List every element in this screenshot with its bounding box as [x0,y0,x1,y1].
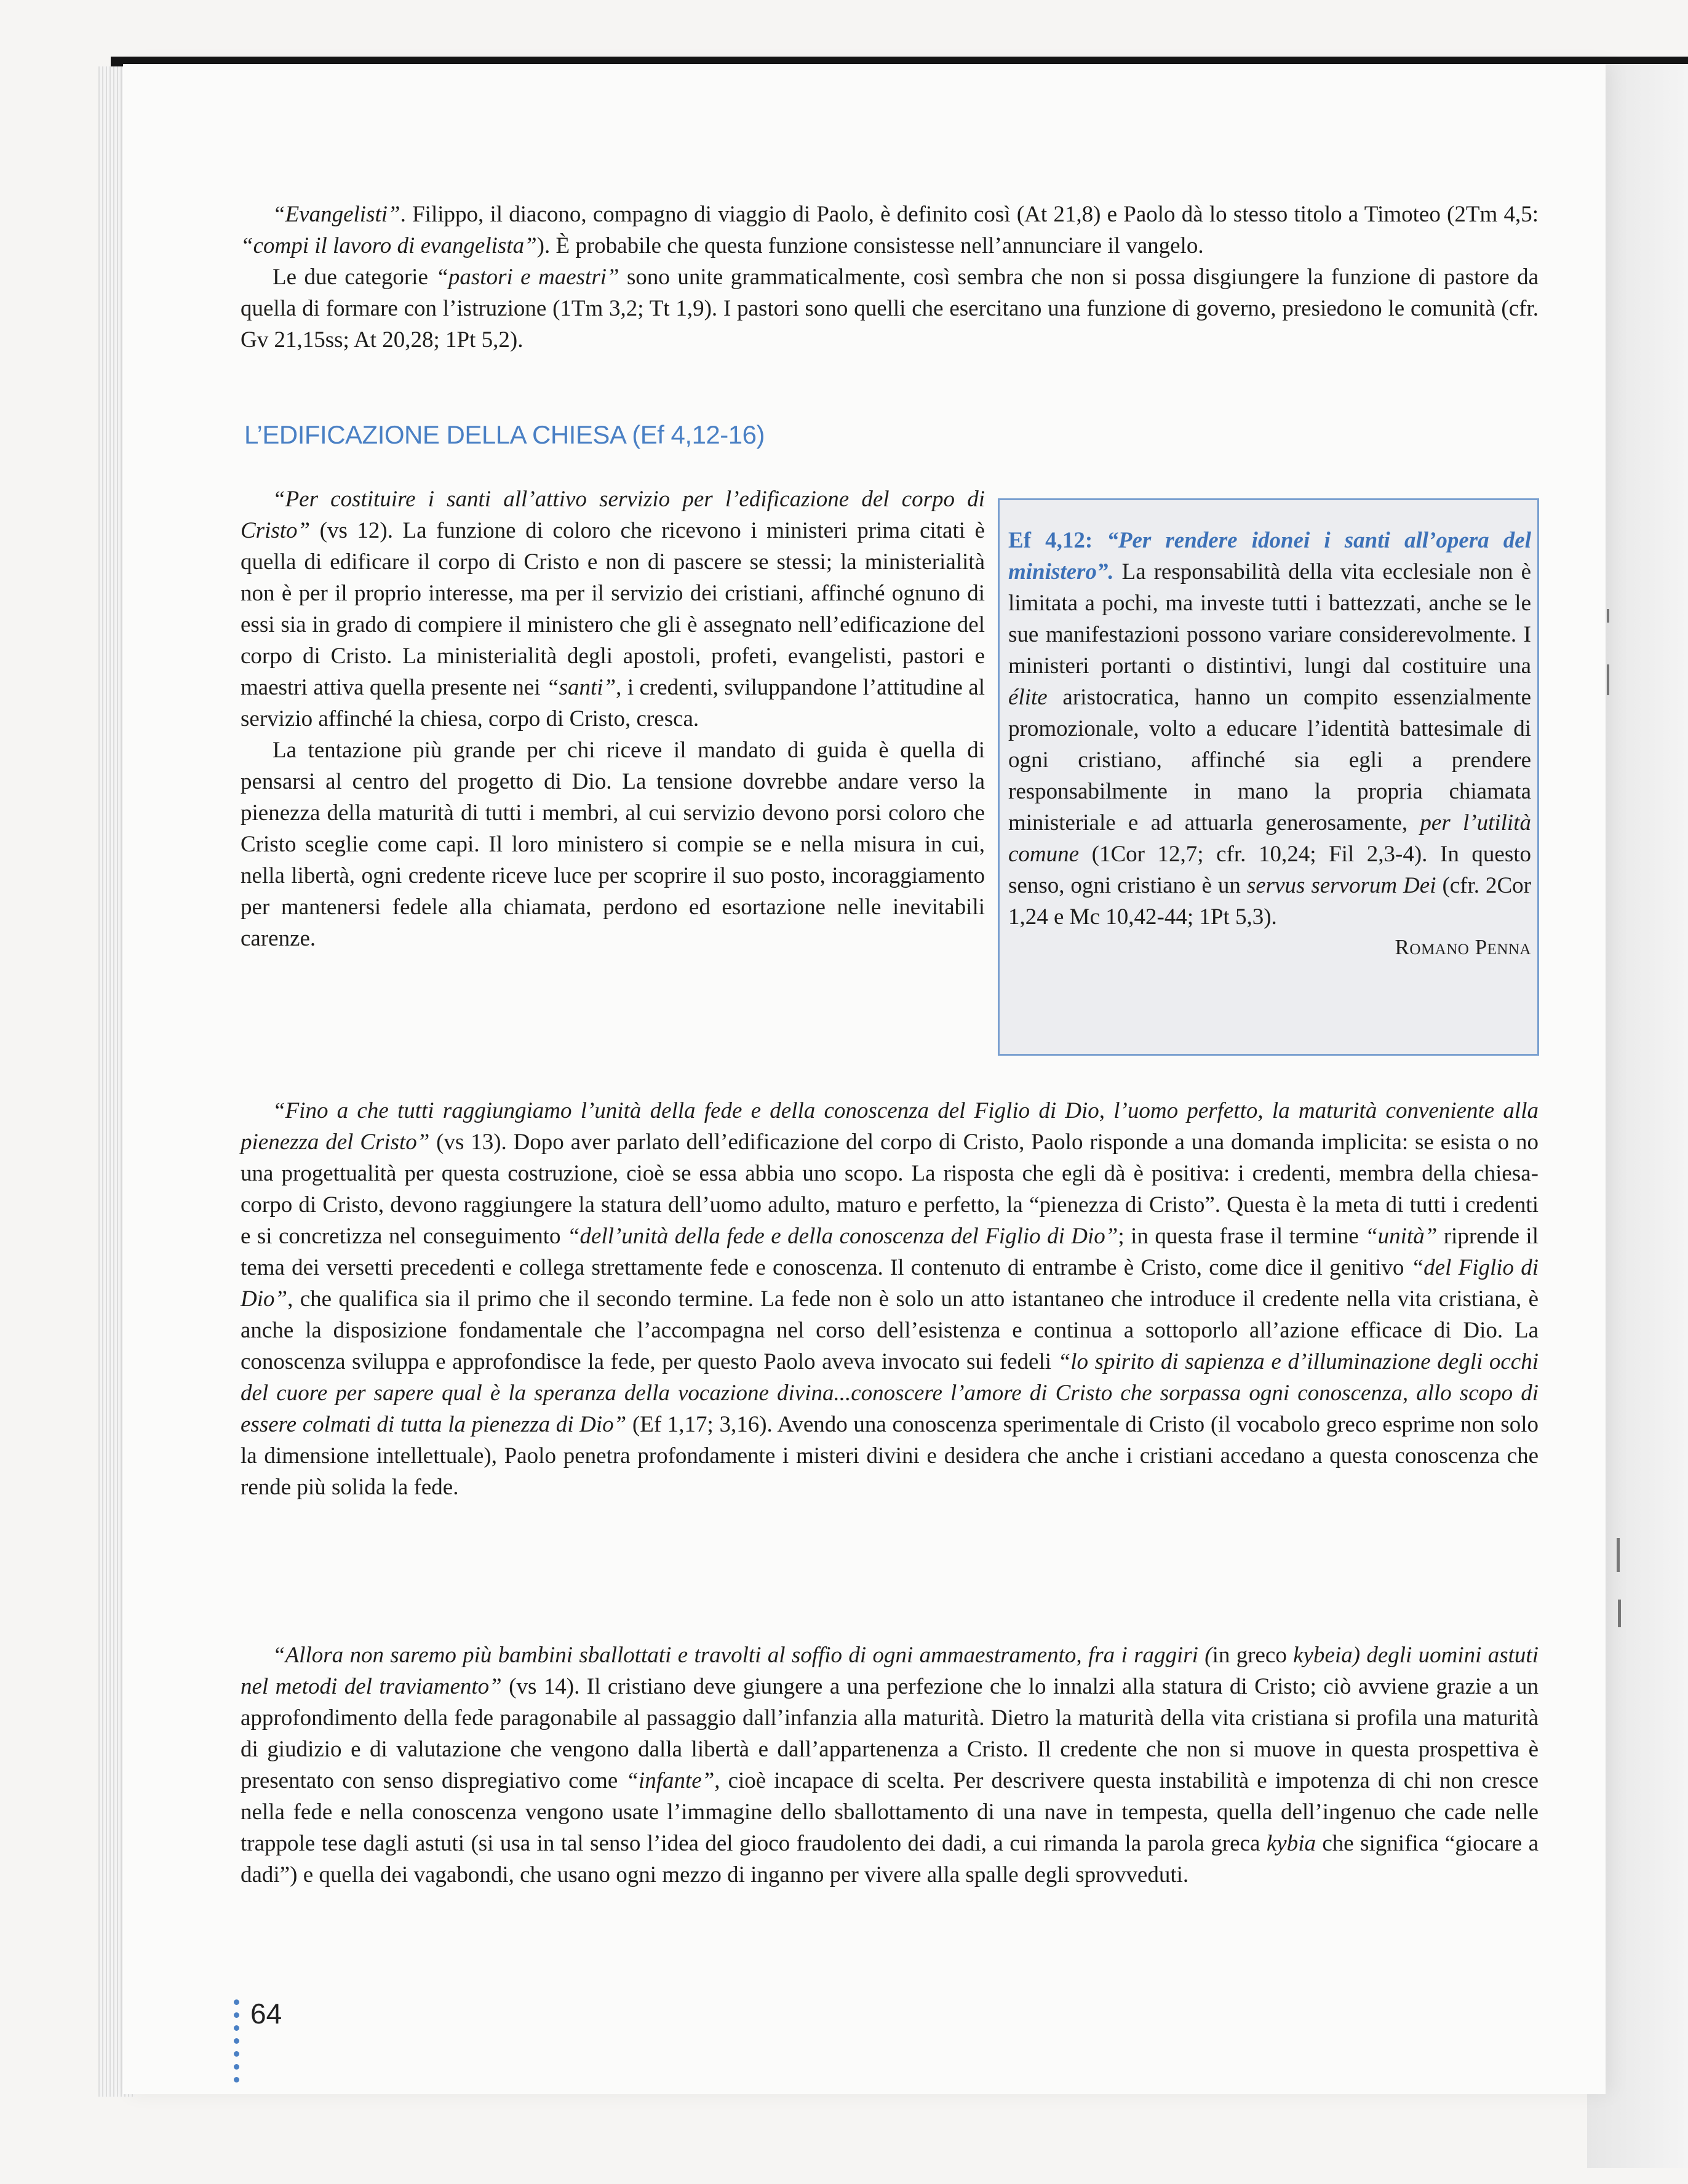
sidebar-quote-box [998,498,1539,1056]
intro-paragraph-2: Le due categorie “pastori e maestri” sono unite grammaticalmente, così sembra che non si possa disgiungere la funzione di pastore da quella di formare con l’istruzione (1Tm 3,2; Tt 1,9). I pastori sono quelli che esercitano una funzione di governo, presiedono le comunità (cfr. Gv 21,15ss; At 20,28; 1Pt 5,2). [241,265,1539,353]
section-heading: L’EDIFICAZIONE DELLA CHIESA (Ef 4,12-16) [244,420,765,449]
scan-mark [1618,1600,1621,1627]
body-paragraph-vs13: “Fino a che tutti raggiungiamo l’unità della fede e della conoscenza del Figlio di Dio, l’uomo perfetto, la maturità conveniente alla pienezza del Cristo” (vs 13). Dopo aver parlato dell’edificazione del corpo di Cristo, Paolo risponde a una domanda implicita: se esista o no una progettualità per questa costruzione, cioè se essa abbia uno scopo. La risposta che egli dà è positiva: i credenti, membra della chiesa-corpo di Cristo, devono raggiungere la statura dell’uomo adulto, maturo e perfetto, la “pienezza di Cristo”. Questa è la meta di tutti i credenti e si concretizza nel conseguimento “dell’unità della fede e della conoscenza del Figlio di Dio”; in questa frase il termine “unità” riprende il tema dei versetti precedenti e collega strettamente fede e conoscenza. Il contenuto di entrambe è Cristo, come dice il genitivo “del Figlio di Dio”, che qualifica sia il primo che il secondo termine. La fede non è solo un atto istantaneo che introduce il credente nella vita cristiana, è anche la disposizione fondamentale che l’accompagna nel corso dell’esistenza e continua a sottoporlo all’azione efficace di Dio. La conoscenza sviluppa e approfondisce la fede, per questo Paolo aveva invocato sui fedeli “lo spirito di sapienza e d’illuminazione degli occhi del cuore per sapere qual è la speranza della vocazione divina...conoscere l’amore di Cristo che sorpassa ogni conoscenza, allo scopo di essere colmati di tutta la pienezza di Dio” (Ef 1,17; 3,16). Avendo una conoscenza sperimentale di Cristo (il vocabolo greco esprime non solo la dimensione intellettuale), Paolo penetra profondamente i misteri divini e desidera che anche i cristiani accedano a questa conoscenza che rende più solida la fede. [241,1098,1539,1500]
left-paragraph-1: “Per costituire i santi all’attivo servizio per l’edificazione del corpo di Cristo” (vs 12). La funzione di coloro che ricevono i ministeri prima citati è quella di edificare il corpo di Cristo e non di pascere se stessi; la ministerialità non è per il proprio interesse, ma per il servizio dei cristiani, affinché ognuno di essi sia in grado di compiere il ministero che gli è assegnato nell’edificazione del corpo di Cristo. La ministerialità degli apostoli, profeti, evangelisti, pastori e maestri attiva quella presente nei “santi”, i credenti, sviluppandone l’attitudine al servizio affinché la chiesa, corpo di Cristo, cresca. [241,487,985,731]
sidebox-quote: “Per rendere idonei i santi all’opera del ministero”. [1008,528,1531,584]
scan-mark [1607,609,1609,623]
left-paragraph-2: La tentazione più grande per chi riceve il mandato di guida è quella di pensarsi al centro del progetto di Dio. La tensione dovrebbe andare verso la pienezza della maturità di tutti i membri, al cui servizio devono porsi coloro che Cristo sceglie come capi. Il loro ministero si compie se e nella misura in cui, nella libertà, ogni credente riceve luce per scoprire il suo posto, incoraggiamento per mantenersi fedele alla chiamata, perdono ed esortazione nelle inevitabili carenze. [241,738,985,951]
intro-paragraph-1: “Evangelisti”. Filippo, il diacono, compagno di viaggio di Paolo, è definito così (At 21,8) e Paolo dà lo stesso titolo a Timoteo (2Tm 4,5: “compi il lavoro di evangelista”). È probabile che questa funzione consistesse nell’annunciare il vangelo. [241,202,1539,258]
scan-mark [1607,664,1609,695]
sidebox-body: Ef 4,12: “Per rendere idonei i santi all’opera del ministero”. La responsabilità della vita ecclesiale non è limitata a pochi, ma investe tutti i battezzati, anche se le sue manifestazioni possono variare considerevolmente. I ministeri portanti o distintivi, lungi dal costituire una élite aristocratica, hanno un compito essenzialmente promozionale, volto a educare l’identità battesimale di ogni cristiano, affinché sia egli a prendere responsabilmente in mano la propria chiamata ministeriale e ad attuarla generosamente, per l’utilità comune (1Cor 12,7; cfr. 10,24; Fil 2,3-4). In questo senso, ogni cristiano è un servus servorum Dei (cfr. 2Cor 1,24 e Mc 10,42-44; 1Pt 5,3). [1008,528,1531,930]
sidebox-author: Romano Penna [1395,935,1531,959]
sidebox-ref: Ef 4,12: [1008,528,1107,553]
scan-mark [1617,1538,1620,1572]
left-column [241,484,985,954]
intro-text [241,199,1539,356]
body-paragraph-vs14: “Allora non saremo più bambini sballottati e travolti al soffio di ogni ammaestramento, fra i raggiri (in greco kybeia) degli uomini astuti nel metodi del traviamento” (vs 14). Il cristiano deve giungere a una perfezione che lo innalzi alla statura di Cristo; ciò avviene grazie a un approfondimento della fede paragonabile al passaggio dall’infanzia alla maturità. Dietro la maturità della vita cristiana si profila una maturità di giudizio e di valutazione che vengono dalla libertà e dall’appartenenza a Cristo. Il credente che non si muove in questa prospettiva è presentato con senso dispregiativo come “infante”, cioè incapace di scelta. Per descrivere questa instabilità e impotenza di chi non cresce nella fede e nella conoscenza vengono usate l’immagine dello sballottamento di una nave in tempesta, quella dell’ingenuo che cade nelle trappole tese dagli astuti (si usa in tal senso l’idea del gioco fraudolento dei dadi, a cui rimanda la parola greca kybia che significa “giocare a dadi”) e quella dei vagabondi, che usano ogni mezzo di inganno per vivere alla spalle degli sprovveduti. [241,1643,1539,1887]
page-number-dots [234,1999,240,2090]
page-number: 64 [250,1998,282,2030]
